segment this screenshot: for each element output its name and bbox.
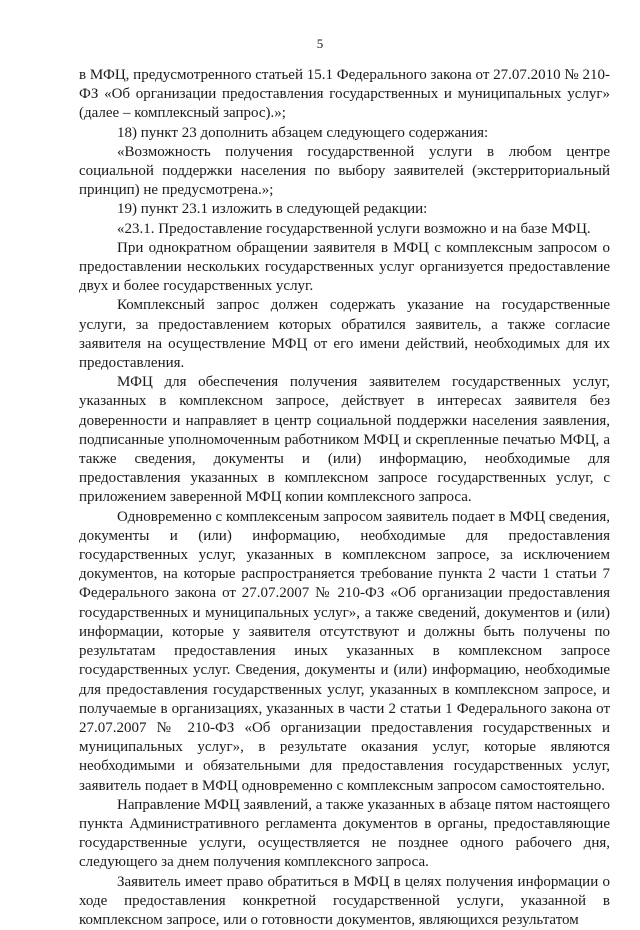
paragraph-request-content: Комплексный запрос должен содержать указание на государственные услуги, за предоставлением которых обратился заявитель, а также согласие заявителя на осуществление МФЦ от его имени действий, необходимых для их предоставления. <box>79 297 610 372</box>
page-number: 5 <box>316 36 324 51</box>
paragraph-forwarding: Направление МФЦ заявлений, а также указанных в абзаце пятом настоящего пункта Административного регламента документов в органы, предоставляющие государственные услуги, осуществляется не позднее одного рабочего дня, следующего за днем получения комплексного запроса. <box>79 796 610 871</box>
paragraph-exterritorial: «Возможность получения государственной услуги в любом центре социальной поддержки населения по выбору заявителей (экстерриториальный принцип) не предусмотрена.»; <box>79 143 610 199</box>
paragraph-continuation: в МФЦ, предусмотренного статьей 15.1 Федерального закона от 27.07.2010 № 210-ФЗ «Об организации предоставления государственных и муниципальных услуг» (далее – комплексный запрос).»; <box>79 67 610 122</box>
paragraph-item-18: 18) пункт 23 дополнить абзацем следующего содержания: <box>117 124 489 141</box>
document-body <box>79 66 610 930</box>
paragraph-mfc-actions: МФЦ для обеспечения получения заявителем государственных услуг, указанных в комплексном запросе, действует в интересах заявителя без доверенности и направляет в центр социальной поддержки населения заявления, подписанные уполномоченным работником МФЦ и скрепленные печатью МФЦ, а также сведения, документы и (или) информацию, необходимые для предоставления указанных в комплексном запросе государственных услуг, с приложением заверенной МФЦ копии комплексного запроса. <box>79 374 610 506</box>
paragraph-status-inquiry: Заявитель имеет право обратиться в МФЦ в целях получения информации о ходе предоставления конкретной государственной услуги, указанной в комплексном запросе, или о готовности документов, являющихся результатом <box>79 873 610 928</box>
paragraph-documents-submission: Одновременно с комплексеным запросом заявитель подает в МФЦ сведения, документы и (или) информацию, необходимые для предоставления государственных услуг, указанных в комплексном запросе, за исключением документов, на которые распространяется требование пункта 2 части 1 статьи 7 Федерального закона от 27.07.2007 № 210-ФЗ «Об организации предоставления государственных и муниципальных услуг», а также сведений, документов и (или) информации, которые у заявителя отсутствуют и должны быть получены по результатам предоставления иных указанных в комплексном запросе государственных услуг. Сведения, документы и (или) информацию, необходимые для предоставления государственных услуг, указанных в комплексном запросе, и получаемые в организациях, указанных в части 2 статьи 1 Федерального закона от 27.07.2007 № 210-ФЗ «Об организации предоставления государственных и муниципальных услуг», в результате оказания услуг, которые являются необходимыми и обязательными для предоставления государственных услуг, заявитель подает в МФЦ одновременно с комплексным запросом самостоятельно. <box>79 508 610 794</box>
paragraph-item-19: 19) пункт 23.1 изложить в следующей редакции: <box>117 201 428 218</box>
paragraph-single-request: При однократном обращении заявителя в МФЦ с комплексным запросом о предоставлении нескольких государственных услуг организуется предоставление двух и более государственных услуг. <box>79 239 610 295</box>
paragraph-23-1: «23.1. Предоставление государственной услуги возможно и на базе МФЦ. <box>117 220 591 237</box>
